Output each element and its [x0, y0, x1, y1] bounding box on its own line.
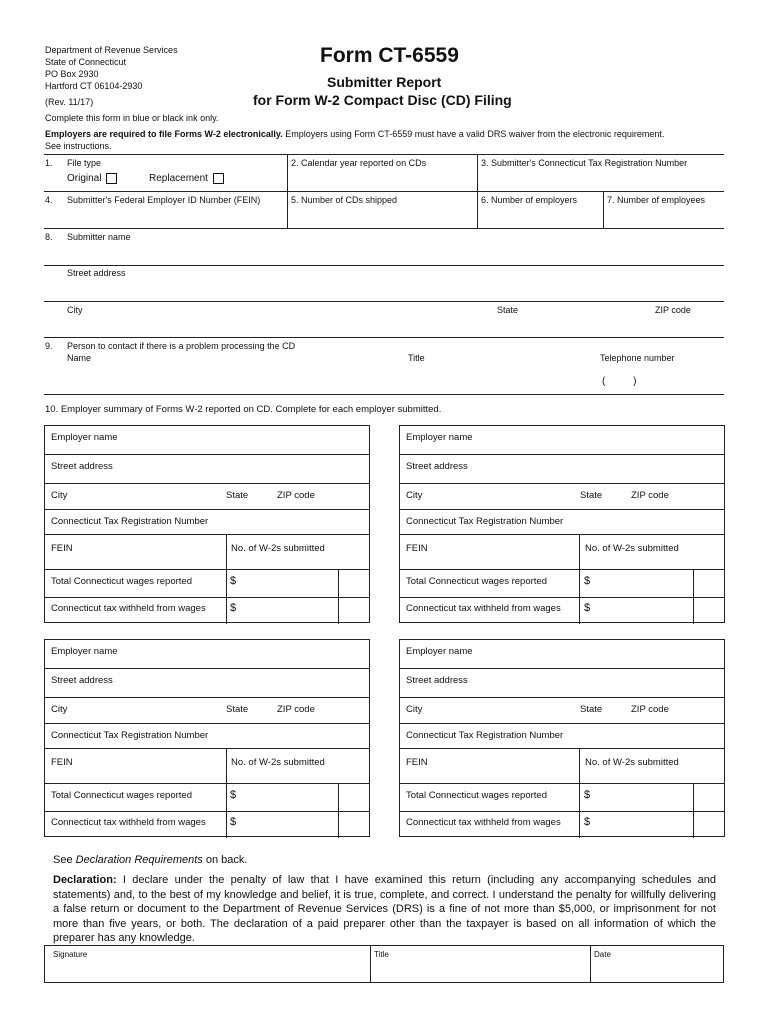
- employer-w2s-label: No. of W-2s submitted: [231, 543, 325, 554]
- original-option[interactable]: [67, 173, 117, 184]
- employer-street-label: Street address: [51, 675, 113, 686]
- electronic-requirement-rest: Employers using Form CT-6559 must have a valid DRS waiver from the electronic requirement.: [282, 129, 665, 139]
- employer-zip-label: ZIP code: [277, 704, 315, 715]
- employer-street-label: Street address: [51, 461, 113, 472]
- employer-wages-label: Total Connecticut wages reported: [51, 790, 192, 801]
- declaration-requirements-ref: Declaration Requirements: [75, 854, 203, 866]
- employer-wages-label: Total Connecticut wages reported: [51, 576, 192, 587]
- employer-fein-label: FEIN: [51, 543, 73, 554]
- submitter-state-label: State: [497, 305, 519, 315]
- see-declaration-requirements: [53, 854, 247, 866]
- employer-ct-reg-label: Connecticut Tax Registration Number: [406, 730, 564, 741]
- employer-name-label: Employer name: [406, 646, 473, 657]
- contact-name-label: Name: [67, 353, 92, 363]
- employer-street-label: Street address: [406, 461, 468, 472]
- employer-withheld-dollar: $: [584, 602, 591, 614]
- signature-title-label: Title: [374, 950, 389, 959]
- declaration-text: I declare under the penalty of law that I have examined this return (including any accompanying schedules and statements) and, to the best of my knowledge and belief, it is true, complete, and correct. I understand the penalty for willfully delivering a false return or document to the Department of Revenue Services (DRS) is a fine of not more than $5,000, or imprisonment for not more than five years, or both. The declaration of a paid preparer other than the taxpayer is based on all information of which the preparer has any knowledge.: [53, 874, 716, 944]
- field-5-label: 5. Number of CDs shipped: [291, 195, 398, 205]
- employer-wages-dollar: $: [230, 575, 237, 587]
- employer-fein-label: FEIN: [51, 757, 73, 768]
- electronic-requirement-bold: Employers are required to file Forms W-2 electronically.: [45, 129, 283, 139]
- employer-zip-label: ZIP code: [631, 704, 669, 715]
- field-9-number: 9.: [45, 341, 53, 351]
- field-3-label: 3. Submitter's Connecticut Tax Registration Number: [481, 158, 688, 168]
- submitter-street-label: Street address: [67, 268, 126, 278]
- employer-zip-label: ZIP code: [277, 490, 315, 501]
- contact-person-label: Person to contact if there is a problem processing the CD: [67, 341, 296, 351]
- field-6-label: 6. Number of employers: [481, 195, 578, 205]
- employer-wages-dollar: $: [230, 789, 237, 801]
- submitter-name-label: Submitter name: [67, 232, 131, 242]
- state-name: State of Connecticut: [45, 57, 127, 67]
- employer-withheld-label: Connecticut tax withheld from wages: [51, 603, 206, 614]
- field-4-number: 4.: [45, 195, 53, 205]
- employer-city-label: City: [51, 490, 68, 501]
- declaration-paragraph: [53, 873, 716, 946]
- employer-ct-reg-label: Connecticut Tax Registration Number: [406, 516, 564, 527]
- form-subtitle-1: Submitter Report: [327, 74, 442, 90]
- replacement-label: Replacement: [149, 173, 208, 185]
- employer-fein-label: FEIN: [406, 757, 428, 768]
- field-1-number: 1.: [45, 158, 53, 168]
- employer-w2s-label: No. of W-2s submitted: [585, 757, 679, 768]
- agency-name: Department of Revenue Services: [45, 45, 178, 55]
- employer-box-1: [44, 425, 370, 623]
- employer-box-4: [399, 639, 725, 837]
- original-label: Original: [67, 173, 102, 185]
- city-zip: Hartford CT 06104-2930: [45, 81, 143, 91]
- employer-withheld-dollar: $: [230, 816, 237, 828]
- see-prefix: See: [53, 854, 76, 866]
- employer-wages-dollar: $: [584, 575, 591, 587]
- employer-withheld-label: Connecticut tax withheld from wages: [406, 603, 561, 614]
- employer-name-label: Employer name: [51, 646, 118, 657]
- signature-date-label: Date: [594, 950, 611, 959]
- employer-city-label: City: [51, 704, 68, 715]
- employer-city-label: City: [406, 704, 423, 715]
- submitter-zip-label: ZIP code: [655, 305, 691, 315]
- employer-w2s-label: No. of W-2s submitted: [585, 543, 679, 554]
- employer-zip-label: ZIP code: [631, 490, 669, 501]
- employer-state-label: State: [580, 704, 603, 715]
- employer-w2s-label: No. of W-2s submitted: [231, 757, 325, 768]
- employer-wages-label: Total Connecticut wages reported: [406, 576, 547, 587]
- form-title: Form CT-6559: [320, 44, 459, 67]
- employer-wages-dollar: $: [584, 789, 591, 801]
- employer-withheld-dollar: $: [230, 602, 237, 614]
- replacement-option[interactable]: [149, 173, 224, 184]
- phone-area-code: ( ): [602, 376, 637, 387]
- employer-street-label: Street address: [406, 675, 468, 686]
- see-instructions: See instructions.: [45, 141, 112, 151]
- original-checkbox[interactable]: [106, 173, 117, 184]
- see-suffix: on back.: [202, 854, 248, 866]
- employer-ct-reg-label: Connecticut Tax Registration Number: [51, 516, 209, 527]
- field-10-label: 10. Employer summary of Forms W-2 reported on CD. Complete for each employer submitted.: [45, 404, 442, 415]
- contact-title-label: Title: [408, 353, 425, 363]
- field-2-label: 2. Calendar year reported on CDs: [291, 158, 427, 168]
- field-1-label: File type: [67, 158, 102, 168]
- employer-name-label: Employer name: [406, 432, 473, 443]
- employer-state-label: State: [226, 490, 249, 501]
- revision: (Rev. 11/17): [45, 97, 94, 107]
- contact-phone-label: Telephone number: [600, 353, 675, 363]
- submitter-city-label: City: [67, 305, 83, 315]
- po-box: PO Box 2930: [45, 69, 99, 79]
- signature-label: Signature: [53, 950, 88, 959]
- employer-ct-reg-label: Connecticut Tax Registration Number: [51, 730, 209, 741]
- field-8-number: 8.: [45, 232, 53, 242]
- employer-city-label: City: [406, 490, 423, 501]
- employer-withheld-label: Connecticut tax withheld from wages: [406, 817, 561, 828]
- field-7-label: 7. Number of employees: [607, 195, 706, 205]
- employer-withheld-label: Connecticut tax withheld from wages: [51, 817, 206, 828]
- employer-name-label: Employer name: [51, 432, 118, 443]
- electronic-requirement: [45, 129, 664, 139]
- employer-box-2: [399, 425, 725, 623]
- ink-instruction: Complete this form in blue or black ink only.: [45, 113, 219, 123]
- replacement-checkbox[interactable]: [213, 173, 224, 184]
- employer-box-3: [44, 639, 370, 837]
- employer-wages-label: Total Connecticut wages reported: [406, 790, 547, 801]
- declaration-label: Declaration:: [53, 874, 117, 886]
- employer-state-label: State: [226, 704, 249, 715]
- form-subtitle-2: for Form W-2 Compact Disc (CD) Filing: [253, 92, 512, 108]
- field-4-label: Submitter's Federal Employer ID Number (FEIN): [67, 195, 261, 205]
- employer-withheld-dollar: $: [584, 816, 591, 828]
- employer-state-label: State: [580, 490, 603, 501]
- employer-fein-label: FEIN: [406, 543, 428, 554]
